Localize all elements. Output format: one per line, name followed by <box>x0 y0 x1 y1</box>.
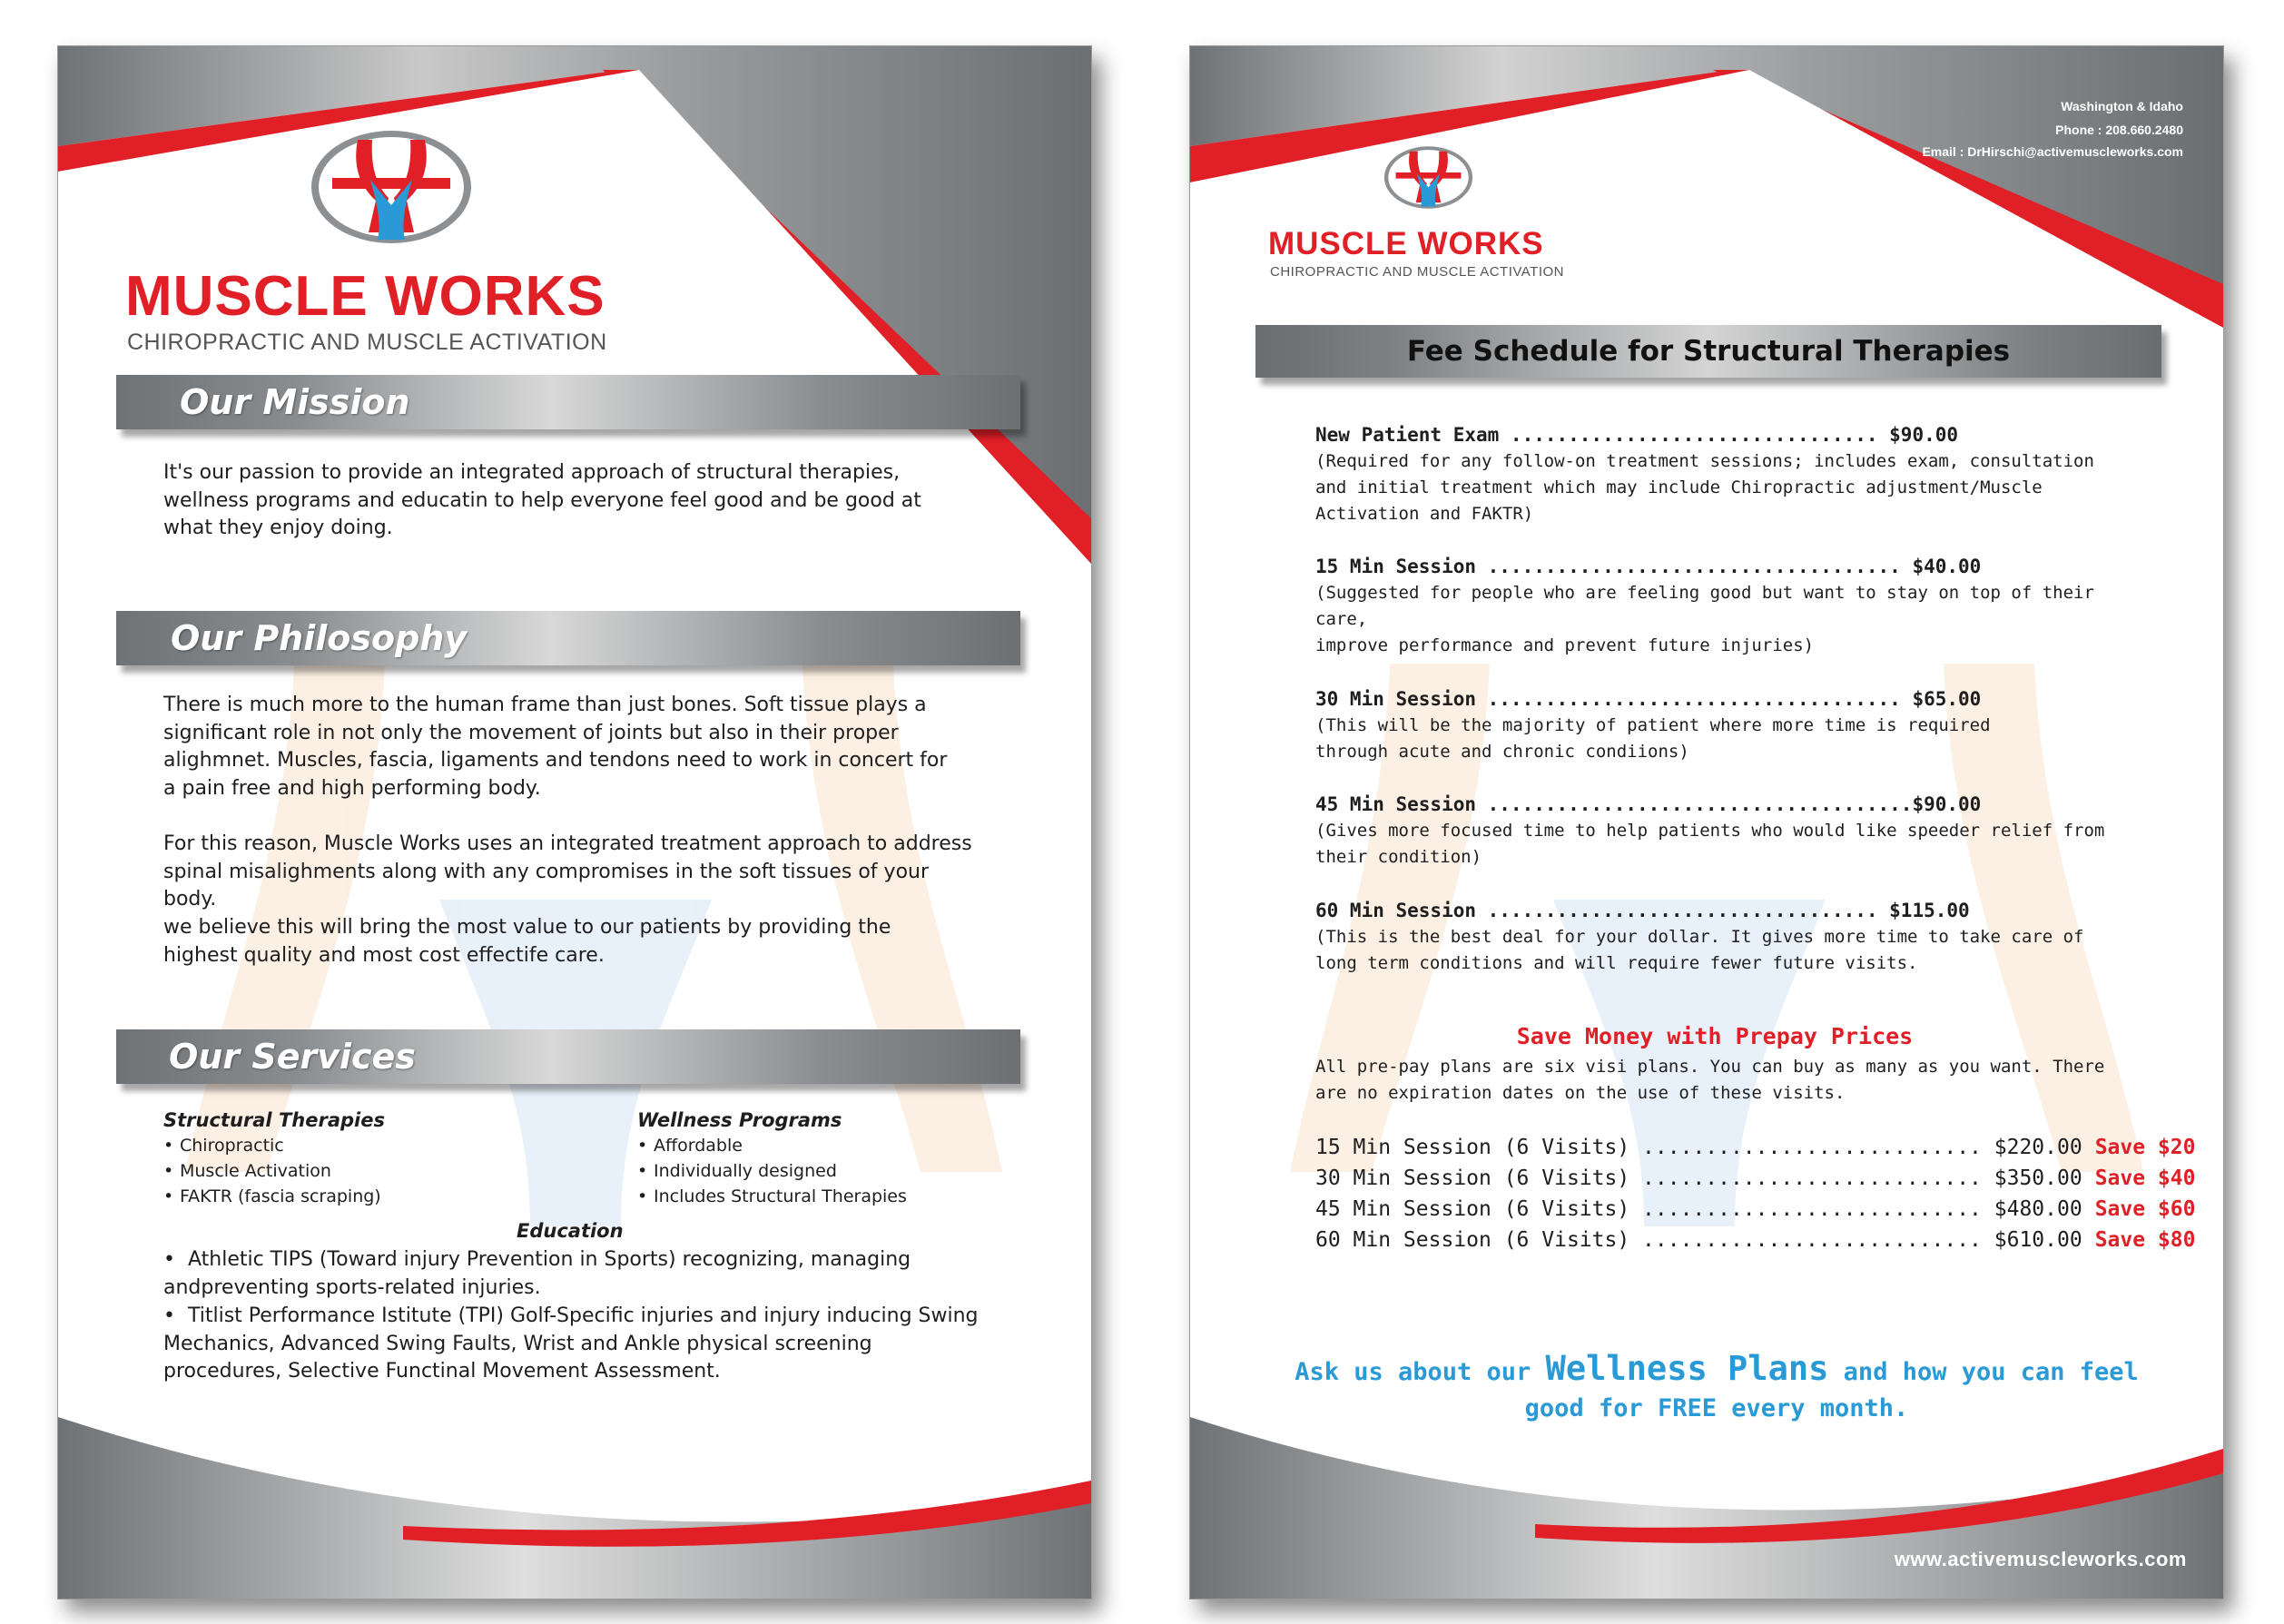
list-item: • Chiropractic <box>163 1133 381 1158</box>
fee-item-new-patient <box>1315 421 2114 527</box>
philosophy-title: Our Philosophy <box>171 618 468 658</box>
mission-text: It's our passion to provide an integrated approach of structural therapies, wellness programs and educatin to help everyone feel good and be good at what they enjoy doing. <box>163 461 921 539</box>
contact-region: Washington & Idaho <box>2061 99 2183 113</box>
prepay-row-save: Save $20 <box>2094 1136 2196 1159</box>
fee-item-desc: (Required for any follow-on treatment sessions; includes exam, consultation and initial treatment which may include Chiropractic adjustment/Muscle Activation and FAKTR) <box>1315 451 2094 524</box>
wellness-programs-list <box>637 1133 907 1209</box>
fee-item-60-min <box>1315 897 2114 977</box>
wellness-programs-heading: Wellness Programs <box>637 1109 842 1131</box>
philosophy-paragraph-3: we believe this will bring the most value to our patients by providing the highest quality and most cost effectife care. <box>163 916 891 967</box>
mission-section-bar <box>116 375 1020 429</box>
fee-item-45-min <box>1315 791 2114 871</box>
prepay-row <box>1315 1166 2195 1190</box>
education-item-2-text: Titlist Performance Istitute (TPI) Golf-Specific injuries and injury inducing Swing Mechanics, Advanced Swing Faults, Wrist and Ankle physical screening procedures, Selective Functinal Movement Assessment. <box>163 1304 979 1383</box>
muscle-works-logo-icon <box>305 123 477 251</box>
list-item: • Individually designed <box>637 1158 907 1184</box>
fee-item-desc: (Suggested for people who are feeling good but want to stay on top of their care, improve performance and prevent future injuries) <box>1315 583 2094 655</box>
list-item: • Affordable <box>637 1133 907 1158</box>
flyer-page-back <box>1189 45 2224 1599</box>
services-section-bar <box>116 1029 1020 1084</box>
fee-item-head: 30 Min Session .................................... $65.00 <box>1315 688 1982 710</box>
brand-name: MUSCLE WORKS <box>1268 226 1544 261</box>
prepay-row-label: 30 Min Session (6 Visits) ........................... $350.00 <box>1315 1166 2082 1190</box>
cta-pre: Ask us about our <box>1295 1358 1546 1386</box>
fee-item-head: 45 Min Session .....................................$90.00 <box>1315 793 1982 815</box>
fee-item-30-min <box>1315 685 2114 765</box>
prepay-row <box>1315 1228 2195 1252</box>
fee-item-head: New Patient Exam ................................ $90.00 <box>1315 424 1959 446</box>
list-item: • FAKTR (fascia scraping) <box>163 1184 381 1209</box>
philosophy-paragraph-2: For this reason, Muscle Works uses an integrated treatment approach to address spinal misalighments along with any compromises in the soft tissues of your body. <box>163 832 972 910</box>
philosophy-paragraph-1: There is much more to the human frame than just bones. Soft tissue plays a significant role in not only the movement of joints but also in their proper alighmnet. Muscles, fascia, ligaments and tendons need to work in concert for a pain free and high performing body. <box>163 694 948 800</box>
cta-highlight: Wellness Plans <box>1545 1349 1829 1388</box>
prepay-title: Save Money with Prepay Prices <box>1516 1023 1914 1049</box>
website-url[interactable]: www.activemuscleworks.com <box>1894 1548 2187 1570</box>
education-item-1: • Athletic TIPS (Toward injury Prevention in Sports) recognizing, managing andpreventing sports-related injuries. <box>163 1248 911 1299</box>
mission-title: Our Mission <box>180 382 410 422</box>
cta-post: and how you can feel good for FREE every month. <box>1524 1358 2139 1422</box>
education-item-2: • Titlist Performance Istitute (TPI) Golf-Specific injuries and injury inducing Swing Mechanics, Advanced Swing Faults, Wrist and Ankle physical screening procedures, Selective Functinal Movement Assessment. <box>163 1304 979 1383</box>
flyer-page-front <box>57 45 1092 1599</box>
prepay-row-save: Save $60 <box>2094 1197 2196 1221</box>
fee-item-desc: (This will be the majority of patient where more time is required through acute and chronic condiions) <box>1315 715 1991 762</box>
structural-therapies-list <box>163 1133 381 1209</box>
fee-item-desc: (This is the best deal for your dollar. It gives more time to take care of long term conditions and will require fewer future visits. <box>1315 927 2084 973</box>
prepay-row <box>1315 1197 2195 1221</box>
services-title: Our Services <box>169 1037 416 1077</box>
fee-item-head: 60 Min Session .................................. $115.00 <box>1315 900 1970 921</box>
list-item: • Muscle Activation <box>163 1158 381 1184</box>
prepay-row-save: Save $40 <box>2094 1166 2196 1190</box>
fee-schedule-title: Fee Schedule for Structural Therapies <box>1406 335 2011 368</box>
prepay-row-label: 60 Min Session (6 Visits) ........................... $610.00 <box>1315 1228 2082 1252</box>
fee-item-desc: (Gives more focused time to help patients who would like speeder relief from their condition) <box>1315 821 2105 867</box>
fee-item-15-min <box>1315 553 2114 659</box>
muscle-works-logo-icon <box>1381 139 1476 216</box>
list-item: • Includes Structural Therapies <box>637 1184 907 1209</box>
education-heading: Education <box>517 1220 624 1242</box>
contact-email: Email : DrHirschi@activemuscleworks.com <box>1922 144 2183 159</box>
prepay-row-save: Save $80 <box>2094 1228 2196 1252</box>
prepay-row-label: 15 Min Session (6 Visits) ........................... $220.00 <box>1315 1136 2082 1159</box>
education-item-1-text: Athletic TIPS (Toward injury Prevention in Sports) recognizing, managing andpreventing sports-related injuries. <box>163 1248 911 1299</box>
prepay-description: All pre-pay plans are six visi plans. You can buy as many as you want. There are no expiration dates on the use of these visits. <box>1315 1057 2105 1103</box>
structural-therapies-heading: Structural Therapies <box>163 1109 385 1131</box>
fee-item-head: 15 Min Session .................................... $40.00 <box>1315 556 1982 577</box>
fee-schedule-bar <box>1255 325 2161 378</box>
contact-phone: Phone : 208.660.2480 <box>2055 123 2183 137</box>
prepay-row-label: 45 Min Session (6 Visits) ........................... $480.00 <box>1315 1197 2082 1221</box>
wellness-plans-callout <box>1290 1351 2143 1427</box>
philosophy-section-bar <box>116 611 1020 665</box>
brand-tagline: CHIROPRACTIC AND MUSCLE ACTIVATION <box>127 330 607 355</box>
brand-name: MUSCLE WORKS <box>125 265 605 328</box>
brand-tagline: CHIROPRACTIC AND MUSCLE ACTIVATION <box>1270 264 1564 280</box>
prepay-row <box>1315 1136 2195 1159</box>
